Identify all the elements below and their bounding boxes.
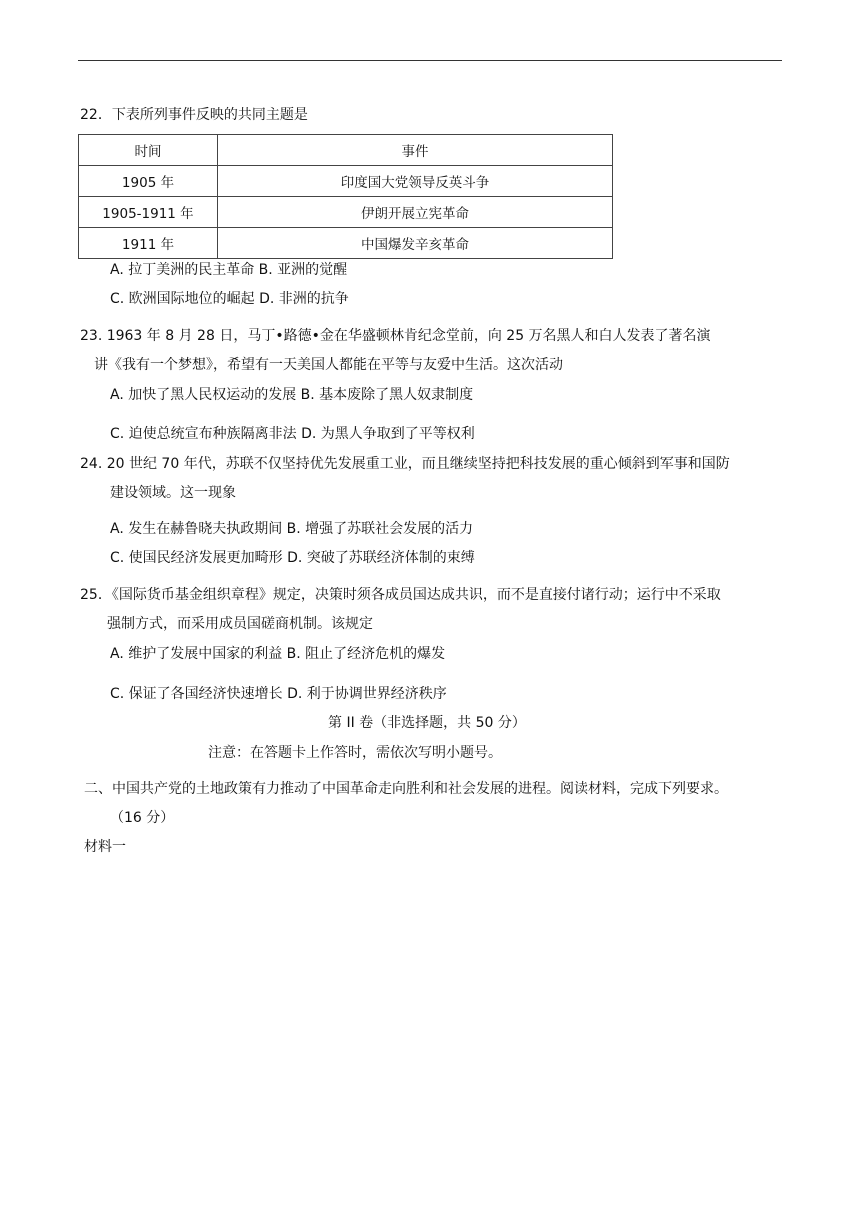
part2-score: （16 分） xyxy=(110,810,175,826)
q23-options-cd: C. 迫使总统宣布种族隔离非法 D. 为黑人争取到了平等权利 xyxy=(110,426,475,442)
part2-intro: 二、中国共产党的土地政策有力推动了中国革命走向胜利和社会发展的进程。阅读材料，完成下列要求。 xyxy=(84,781,728,797)
table-cell-time: 1905-1911 年 xyxy=(79,197,218,228)
q25-stem-line2: 强制方式，而采用成员国磋商机制。该规定 xyxy=(107,616,373,632)
table-cell-event: 中国爆发辛亥革命 xyxy=(218,228,613,259)
table-header-row xyxy=(79,135,613,166)
table-cell-time: 1905 年 xyxy=(79,166,218,197)
table-header-event: 事件 xyxy=(218,135,613,166)
q23-options-ab: A. 加快了黑人民权运动的发展 B. 基本废除了黑人奴隶制度 xyxy=(110,387,474,403)
material1-label: 材料一 xyxy=(84,839,126,855)
table-row xyxy=(79,197,613,228)
table-row xyxy=(79,166,613,197)
q24-stem-line1: 24. 20 世纪 70 年代，苏联不仅坚持优先发展重工业，而且继续坚持把科技发展的重心倾斜到军事和国防 xyxy=(80,456,730,472)
q22-stem: 22．下表所列事件反映的共同主题是 xyxy=(80,107,308,123)
q24-options-cd: C. 使国民经济发展更加畸形 D. 突破了苏联经济体制的束缚 xyxy=(110,550,475,566)
q24-stem-line2: 建设领域。这一现象 xyxy=(110,485,236,501)
q25-options-cd: C. 保证了各国经济快速增长 D. 利于协调世界经济秩序 xyxy=(110,686,447,702)
q22-options-cd: C. 欧洲国际地位的崛起 D. 非洲的抗争 xyxy=(110,291,349,307)
q25-stem-line1: 25．《国际货币基金组织章程》规定，决策时须各成员国达成共识，而不是直接付诸行动；运行中不采取 xyxy=(80,587,721,603)
table-header-time: 时间 xyxy=(79,135,218,166)
table-cell-event: 印度国大党领导反英斗争 xyxy=(218,166,613,197)
q23-stem-line1: 23. 1963 年 8 月 28 日，马丁•路德•金在华盛顿林肯纪念堂前，向 25 万名黑人和白人发表了著名演 xyxy=(80,328,711,344)
table-cell-time: 1911 年 xyxy=(79,228,218,259)
section2-title: 第 II 卷（非选择题，共 50 分） xyxy=(328,715,526,731)
table-cell-event: 伊朗开展立宪革命 xyxy=(218,197,613,228)
header-rule xyxy=(78,60,782,61)
q22-options-ab: A. 拉丁美洲的民主革命 B. 亚洲的觉醒 xyxy=(110,262,348,278)
q24-options-ab: A. 发生在赫鲁晓夫执政期间 B. 增强了苏联社会发展的活力 xyxy=(110,521,474,537)
q23-stem-line2: 讲《我有一个梦想》，希望有一天美国人都能在平等与友爱中生活。这次活动 xyxy=(94,357,563,373)
section2-note: 注意：在答题卡上作答时，需依次写明小题号。 xyxy=(208,745,502,761)
table-row xyxy=(79,228,613,259)
q25-options-ab: A. 维护了发展中国家的利益 B. 阻止了经济危机的爆发 xyxy=(110,646,446,662)
q22-event-table xyxy=(78,134,613,259)
